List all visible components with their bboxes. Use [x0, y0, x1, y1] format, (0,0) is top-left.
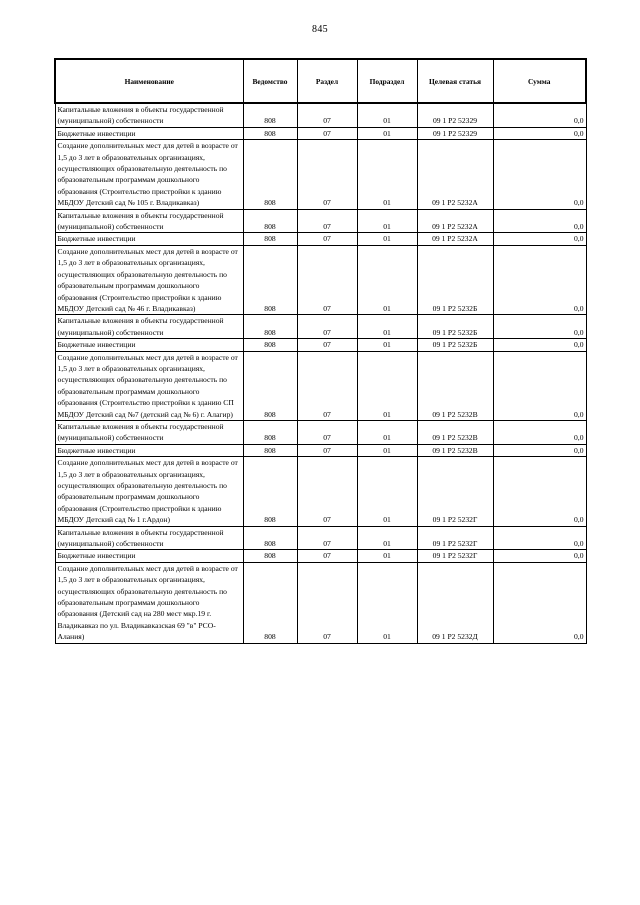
cell-name: Бюджетные инвестиции	[55, 550, 243, 562]
cell-sum: 0,0	[493, 315, 586, 339]
table-row	[55, 550, 586, 562]
cell-sum: 0,0	[493, 127, 586, 139]
cell-section: 07	[297, 127, 357, 139]
cell-article: 09 1 P2 5232Б	[417, 315, 493, 339]
cell-subsection: 01	[357, 127, 417, 139]
cell-ministry: 808	[243, 420, 297, 444]
cell-section: 07	[297, 444, 357, 456]
cell-article: 09 1 P2 5232А	[417, 233, 493, 245]
cell-ministry: 808	[243, 315, 297, 339]
cell-section: 07	[297, 526, 357, 550]
cell-subsection: 01	[357, 457, 417, 526]
cell-article: 09 1 P2 5232Г	[417, 457, 493, 526]
cell-ministry: 808	[243, 127, 297, 139]
cell-subsection: 01	[357, 140, 417, 209]
table-body	[55, 103, 586, 643]
cell-sum: 0,0	[493, 420, 586, 444]
cell-ministry: 808	[243, 140, 297, 209]
cell-section: 07	[297, 351, 357, 420]
cell-ministry: 808	[243, 550, 297, 562]
header-subsection: Подраздел	[357, 59, 417, 103]
cell-ministry: 808	[243, 562, 297, 643]
cell-section: 07	[297, 457, 357, 526]
cell-ministry: 808	[243, 444, 297, 456]
cell-name: Капитальные вложения в объекты государственной (муниципальной) собственности	[55, 420, 243, 444]
cell-subsection: 01	[357, 562, 417, 643]
header-article: Целевая статья	[417, 59, 493, 103]
cell-section: 07	[297, 339, 357, 351]
header-name: Наименование	[55, 59, 243, 103]
cell-sum: 0,0	[493, 245, 586, 314]
cell-sum: 0,0	[493, 457, 586, 526]
table-row	[55, 420, 586, 444]
cell-sum: 0,0	[493, 351, 586, 420]
cell-name: Создание дополнительных мест для детей в возрасте от 1,5 до 3 лет в образовательных организациях, осуществляющих образовательную деятельность по образовательным программам дошкольного образования (Строительство пристройки к зданию МБДОУ Детский сад № 105 г. Владикавказ)	[55, 140, 243, 209]
cell-name: Капитальные вложения в объекты государственной (муниципальной) собственности	[55, 526, 243, 550]
cell-subsection: 01	[357, 233, 417, 245]
cell-article: 09 1 P2 5232А	[417, 140, 493, 209]
cell-article: 09 1 P2 5232Б	[417, 339, 493, 351]
cell-name: Капитальные вложения в объекты государственной (муниципальной) собственности	[55, 209, 243, 233]
table-row	[55, 209, 586, 233]
cell-name: Бюджетные инвестиции	[55, 339, 243, 351]
cell-article: 09 1 P2 5232Г	[417, 550, 493, 562]
cell-subsection: 01	[357, 351, 417, 420]
cell-subsection: 01	[357, 526, 417, 550]
cell-subsection: 01	[357, 315, 417, 339]
cell-ministry: 808	[243, 103, 297, 127]
header-sum: Сумма	[493, 59, 586, 103]
cell-section: 07	[297, 209, 357, 233]
table-row	[55, 444, 586, 456]
header-ministry: Ведомство	[243, 59, 297, 103]
table-row	[55, 315, 586, 339]
table-row	[55, 526, 586, 550]
cell-subsection: 01	[357, 339, 417, 351]
table-row	[55, 140, 586, 209]
table-row	[55, 233, 586, 245]
cell-article: 09 1 P2 5232В	[417, 420, 493, 444]
cell-article: 09 1 P2 52329	[417, 103, 493, 127]
cell-name: Бюджетные инвестиции	[55, 233, 243, 245]
cell-name: Создание дополнительных мест для детей в возрасте от 1,5 до 3 лет в образовательных организациях, осуществляющих образовательную деятельность по образовательным программам дошкольного образования (Строительство пристройки к зданию МБДОУ Детский сад № 46 г. Владикавказ)	[55, 245, 243, 314]
cell-name: Капитальные вложения в объекты государственной (муниципальной) собственности	[55, 103, 243, 127]
cell-sum: 0,0	[493, 550, 586, 562]
cell-sum: 0,0	[493, 562, 586, 643]
cell-sum: 0,0	[493, 233, 586, 245]
cell-sum: 0,0	[493, 140, 586, 209]
cell-article: 09 1 P2 5232В	[417, 444, 493, 456]
cell-section: 07	[297, 562, 357, 643]
table-header-row	[55, 59, 586, 103]
budget-table	[54, 58, 587, 644]
cell-section: 07	[297, 315, 357, 339]
cell-name: Создание дополнительных мест для детей в возрасте от 1,5 до 3 лет в образовательных организациях, осуществляющих образовательную деятельность по образовательным программам дошкольного образования (Строительство пристройки к зданию МБДОУ Детский сад № 1 г.Ардон)	[55, 457, 243, 526]
cell-section: 07	[297, 245, 357, 314]
cell-name: Капитальные вложения в объекты государственной (муниципальной) собственности	[55, 315, 243, 339]
cell-name: Создание дополнительных мест для детей в возрасте от 1,5 до 3 лет в образовательных организациях, осуществляющих образовательную деятельность по образовательным программам дошкольного образования (Строительство пристройки к зданию СП МБДОУ Детский сад №7 (детский сад № 6) г. Алагир)	[55, 351, 243, 420]
table-row	[55, 562, 586, 643]
cell-article: 09 1 P2 5232Б	[417, 245, 493, 314]
table-row	[55, 339, 586, 351]
cell-subsection: 01	[357, 550, 417, 562]
cell-section: 07	[297, 103, 357, 127]
cell-ministry: 808	[243, 457, 297, 526]
cell-ministry: 808	[243, 351, 297, 420]
cell-sum: 0,0	[493, 339, 586, 351]
table-row	[55, 103, 586, 127]
cell-ministry: 808	[243, 209, 297, 233]
cell-sum: 0,0	[493, 526, 586, 550]
table-row	[55, 245, 586, 314]
cell-sum: 0,0	[493, 209, 586, 233]
cell-ministry: 808	[243, 526, 297, 550]
cell-section: 07	[297, 233, 357, 245]
cell-article: 09 1 P2 5232А	[417, 209, 493, 233]
table-row	[55, 457, 586, 526]
header-section: Раздел	[297, 59, 357, 103]
cell-ministry: 808	[243, 233, 297, 245]
cell-sum: 0,0	[493, 103, 586, 127]
cell-subsection: 01	[357, 245, 417, 314]
cell-section: 07	[297, 420, 357, 444]
cell-sum: 0,0	[493, 444, 586, 456]
cell-article: 09 1 P2 5232Д	[417, 562, 493, 643]
cell-section: 07	[297, 550, 357, 562]
cell-name: Бюджетные инвестиции	[55, 127, 243, 139]
cell-section: 07	[297, 140, 357, 209]
page-number: 845	[312, 24, 328, 35]
table-row	[55, 351, 586, 420]
cell-subsection: 01	[357, 103, 417, 127]
cell-name: Создание дополнительных мест для детей в возрасте от 1,5 до 3 лет в образовательных организациях, осуществляющих образовательную деятельность по образовательным программам дошкольного образования (Детский сад на 280 мест мкр.19 г. Владикавказ по ул. Владикавказская 69 "в" РСО-Алания)	[55, 562, 243, 643]
table-row	[55, 127, 586, 139]
cell-ministry: 808	[243, 245, 297, 314]
cell-article: 09 1 P2 5232Г	[417, 526, 493, 550]
cell-article: 09 1 P2 5232В	[417, 351, 493, 420]
cell-subsection: 01	[357, 444, 417, 456]
cell-subsection: 01	[357, 420, 417, 444]
cell-article: 09 1 P2 52329	[417, 127, 493, 139]
cell-ministry: 808	[243, 339, 297, 351]
cell-subsection: 01	[357, 209, 417, 233]
cell-name: Бюджетные инвестиции	[55, 444, 243, 456]
